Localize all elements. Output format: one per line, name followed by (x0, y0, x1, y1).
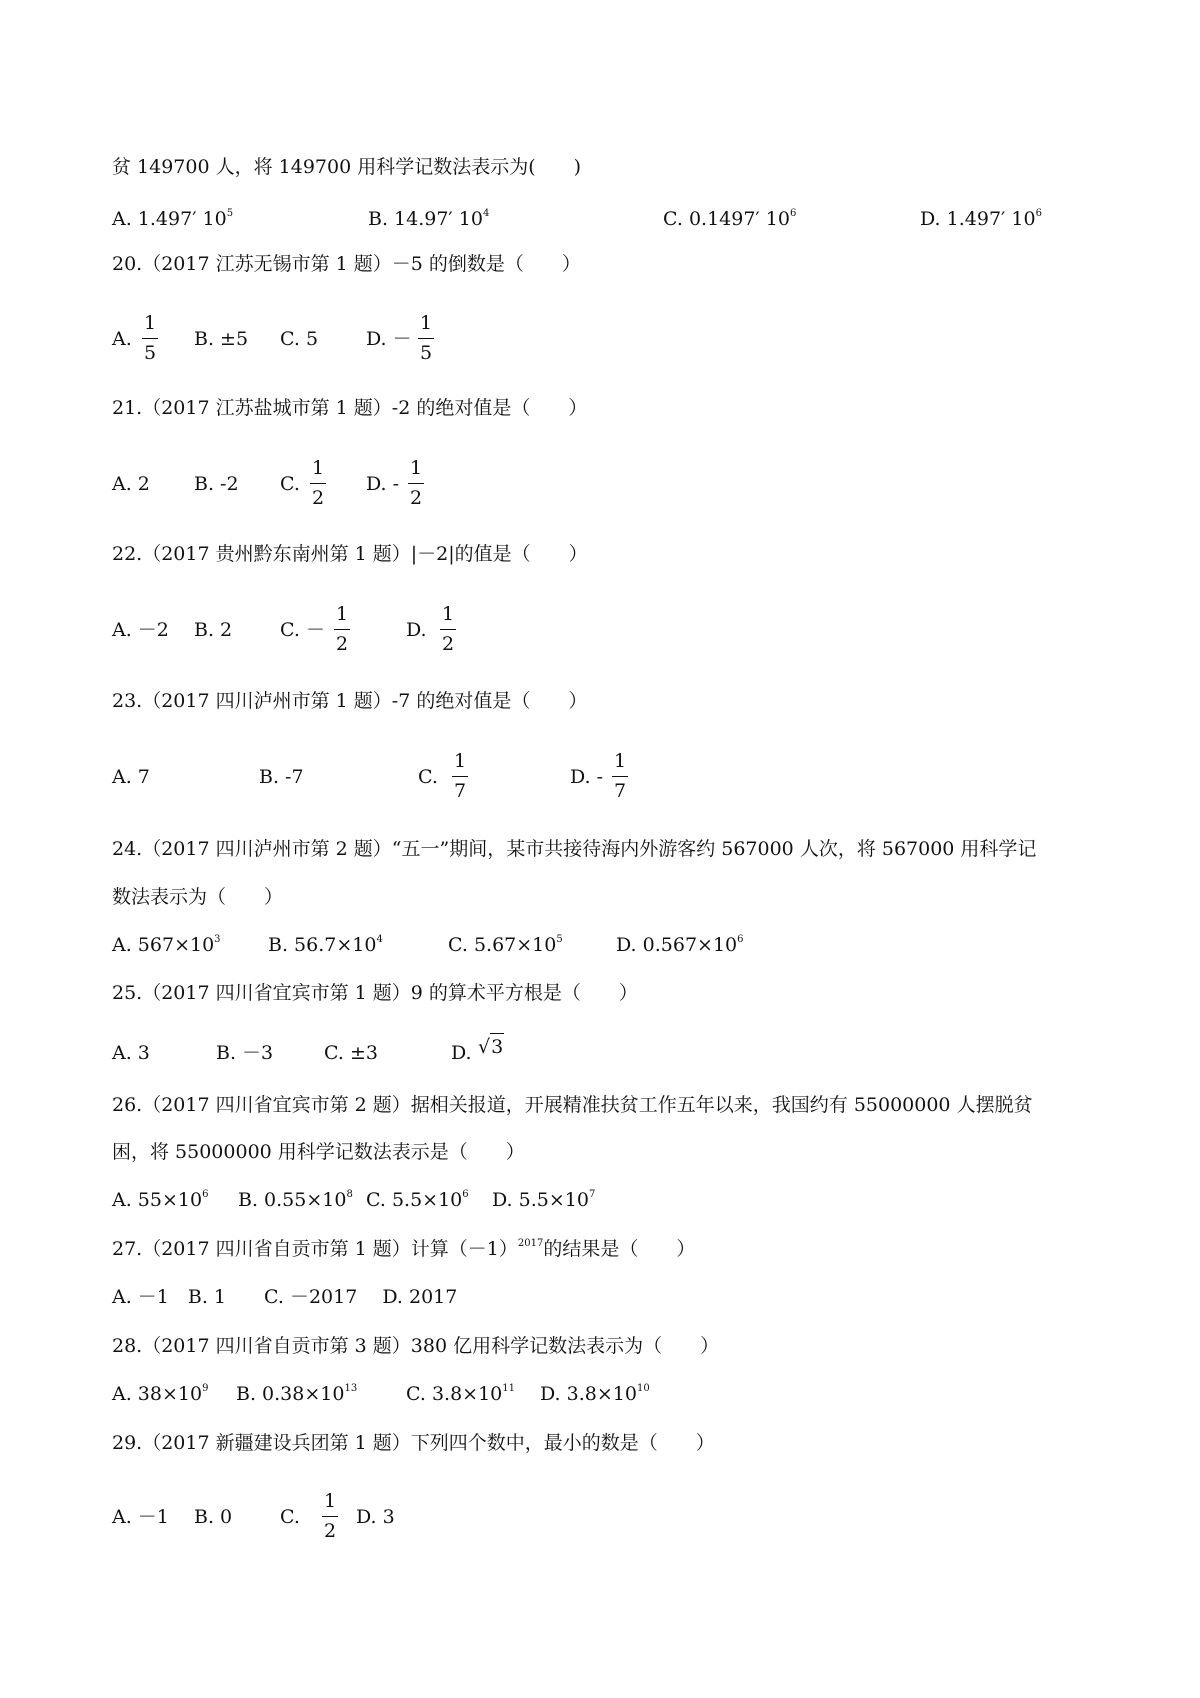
q26-option-c: C. $5.5\times 10^6$ (366, 1189, 469, 1211)
q21-option-c-fraction (310, 459, 326, 508)
q23-option-c-fraction (452, 752, 468, 801)
q22-option-d-label: D. (406, 619, 427, 641)
q19-stem: 贫 149700 人，将 149700 用科学记数法表示为( ) (112, 156, 582, 178)
denominator: 2 (310, 483, 326, 508)
q22-option-b: B. 2 (194, 619, 233, 641)
q28-option-a: A. $38\times 10^9$ (112, 1383, 209, 1405)
q29-option-d: D. 3 (356, 1506, 395, 1528)
denominator: 2 (440, 629, 456, 654)
q22-option-a: A. －2 (112, 619, 169, 641)
q21-option-d-fraction (408, 459, 424, 508)
denominator: 2 (408, 483, 424, 508)
q27-stem: 27.（2017 四川省自贡市第 1 题）计算$(-1)^{2017}$的结果是（ ） (112, 1238, 696, 1260)
q23-option-d-fraction (612, 752, 628, 801)
numerator: 1 (324, 1490, 337, 1512)
q22-option-d-fraction (440, 605, 456, 654)
q20-option-a-label: A. (112, 328, 132, 350)
q23-option-b: B. -7 (259, 766, 304, 788)
q29-option-c-label: C. (280, 1506, 300, 1528)
q26-option-a: A. $55\times 10^6$ (112, 1189, 209, 1211)
q25-option-d-sqrt (478, 1038, 504, 1057)
q28-stem: 28.（2017 四川省自贡市第 3 题）380 亿用科学记数法表示为（ ） (112, 1335, 720, 1357)
denominator: 7 (452, 776, 468, 801)
q24-option-c: C. $5.67\times 10^5$ (448, 934, 563, 956)
q28-option-d: D. $3.8\times 10^{10}$ (540, 1383, 650, 1405)
q25-option-d-label: D. (451, 1042, 472, 1064)
radical-sign-icon: √ (478, 1036, 491, 1058)
radicand: 3 (490, 1033, 504, 1058)
numerator: 1 (410, 457, 423, 479)
q19-option-d: D. 1.497′ $10^6$ (920, 208, 1042, 230)
numerator: 1 (312, 457, 325, 479)
q22-option-c-fraction (334, 605, 350, 654)
q19-option-b: B. 14.97′ $10^4$ (368, 208, 490, 230)
q21-stem: 21.（2017 江苏盐城市第 1 题）-2 的绝对值是（ ） (112, 397, 588, 419)
q28-option-c: C. $3.8\times 10^{11}$ (406, 1383, 515, 1405)
numerator: 1 (614, 750, 627, 772)
q23-option-c-label: C. (418, 766, 438, 788)
numerator: 1 (336, 603, 349, 625)
q26-stem-line-2: 困，将 55000000 用科学记数法表示是（ ） (112, 1141, 525, 1163)
q25-option-c: C. ±3 (324, 1042, 378, 1064)
q21-option-d-label: D. - (366, 473, 400, 495)
q21-option-c-label: C. (280, 473, 300, 495)
q27-options: A. －1 B. 1 C. －2017 D. 2017 (112, 1286, 458, 1308)
q29-option-a: A. －1 (112, 1506, 169, 1528)
q28-option-b: B. $0.38\times 10^{13}$ (236, 1383, 358, 1405)
q23-option-d-label: D. - (570, 766, 604, 788)
q22-stem: 22.（2017 贵州黔东南州第 1 题）|－2|的值是（ ） (112, 543, 588, 565)
numerator: 1 (442, 603, 455, 625)
q19-option-a: A. 1.497′ $10^5$ (112, 208, 234, 230)
q24-stem-line-1: 24.（2017 四川泸州市第 2 题）“五一”期间，某市共接待海内外游客约 567000 人次，将 567000 用科学记 (112, 838, 1037, 860)
numerator: 1 (144, 312, 157, 334)
q21-option-b: B. -2 (194, 473, 239, 495)
q24-option-d: D. $0.567\times 10^6$ (616, 934, 744, 956)
numerator: 1 (454, 750, 467, 772)
denominator: 5 (142, 338, 158, 363)
q20-option-a-fraction (142, 314, 158, 363)
q25-stem: 25.（2017 四川省宜宾市第 1 题）9 的算术平方根是（ ） (112, 982, 638, 1004)
denominator: 2 (334, 629, 350, 654)
denominator: 5 (418, 338, 434, 363)
q20-option-d-label: D. － (366, 328, 412, 350)
q23-option-a: A. 7 (112, 766, 150, 788)
q24-option-b: B. $56.7\times 10^4$ (268, 934, 383, 956)
denominator: 7 (612, 776, 628, 801)
q20-option-b: B. ±5 (194, 328, 249, 350)
q26-stem-line-1: 26.（2017 四川省宜宾市第 2 题）据相关报道，开展精准扶贫工作五年以来，我国约有 55000000 人摆脱贫 (112, 1094, 1033, 1116)
q24-option-a: A. $567\times 10^3$ (112, 934, 221, 956)
q26-option-b: B. $0.55\times 10^8$ (238, 1189, 353, 1211)
q24-stem-line-2: 数法表示为（ ） (112, 886, 284, 908)
q22-option-c-label: C. － (280, 619, 325, 641)
q25-option-b: B. －3 (216, 1042, 274, 1064)
q20-stem: 20.（2017 江苏无锡市第 1 题）－5 的倒数是（ ） (112, 253, 581, 275)
q20-option-c: C. 5 (280, 328, 319, 350)
q23-stem: 23.（2017 四川泸州市第 1 题）-7 的绝对值是（ ） (112, 690, 588, 712)
q29-option-c-fraction (322, 1492, 338, 1541)
q29-option-b: B. 0 (194, 1506, 233, 1528)
numerator: 1 (420, 312, 433, 334)
q25-option-a: A. 3 (112, 1042, 150, 1064)
q19-option-c: C. 0.1497′ $10^6$ (663, 208, 797, 230)
q29-stem: 29.（2017 新疆建设兵团第 1 题）下列四个数中，最小的数是（ ） (112, 1432, 715, 1454)
q21-option-a: A. 2 (112, 473, 150, 495)
q20-option-d-fraction (418, 314, 434, 363)
q26-option-d: D. $5.5\times 10^7$ (492, 1189, 596, 1211)
denominator: 2 (322, 1516, 338, 1541)
